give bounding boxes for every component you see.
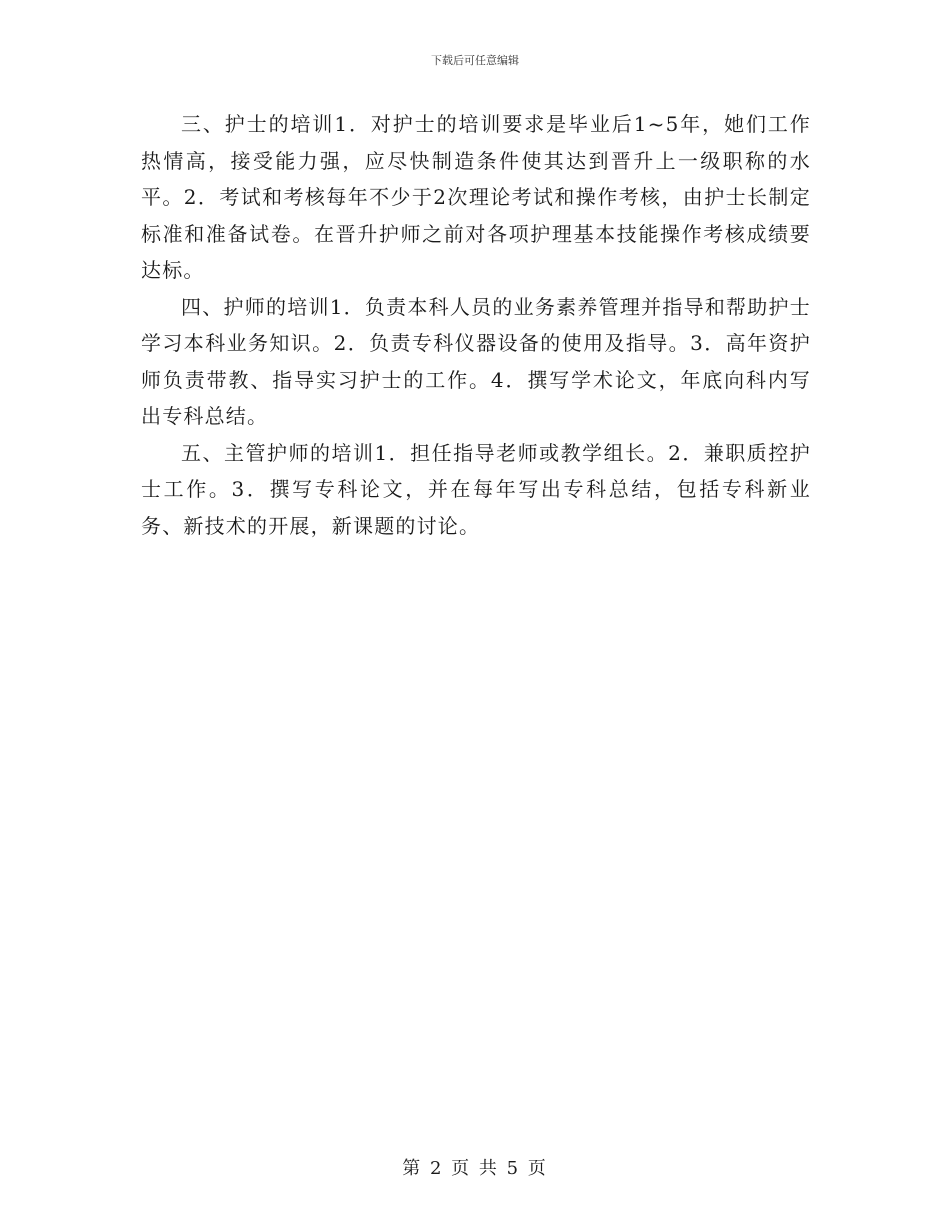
paragraph-senior-nurse-training: 四、护师的培训1．负责本科人员的业务素养管理并指导和帮助护士学习本科业务知识。2．负责专科仪器设备的使用及指导。3．高年资护师负责带教、指导实习护士的工作。4．撰写学术论文，年底向科内写出专科总结。 <box>141 294 811 428</box>
paragraph-nurse-training: 三、护士的培训1．对护士的培训要求是毕业后1~5年，她们工作热情高，接受能力强，应尽快制造条件使其达到晋升上一级职称的水平。2．考试和考核每年不少于2次理论考试和操作考核，由护士长制定标准和准备试卷。在晋升护师之前对各项护理基本技能操作考核成绩要达标。 <box>141 112 811 282</box>
document-body <box>141 106 811 544</box>
page-header: 下载后可任意编辑 <box>431 54 519 67</box>
paragraph-supervisor-nurse-training: 五、主管护师的培训1．担任指导老师或教学组长。2．兼职质控护士工作。3．撰写专科论文，并在每年写出专科总结，包括专科新业务、新技术的开展，新课题的讨论。 <box>141 440 811 538</box>
page-number-footer: 第 2 页 共 5 页 <box>402 1158 548 1179</box>
